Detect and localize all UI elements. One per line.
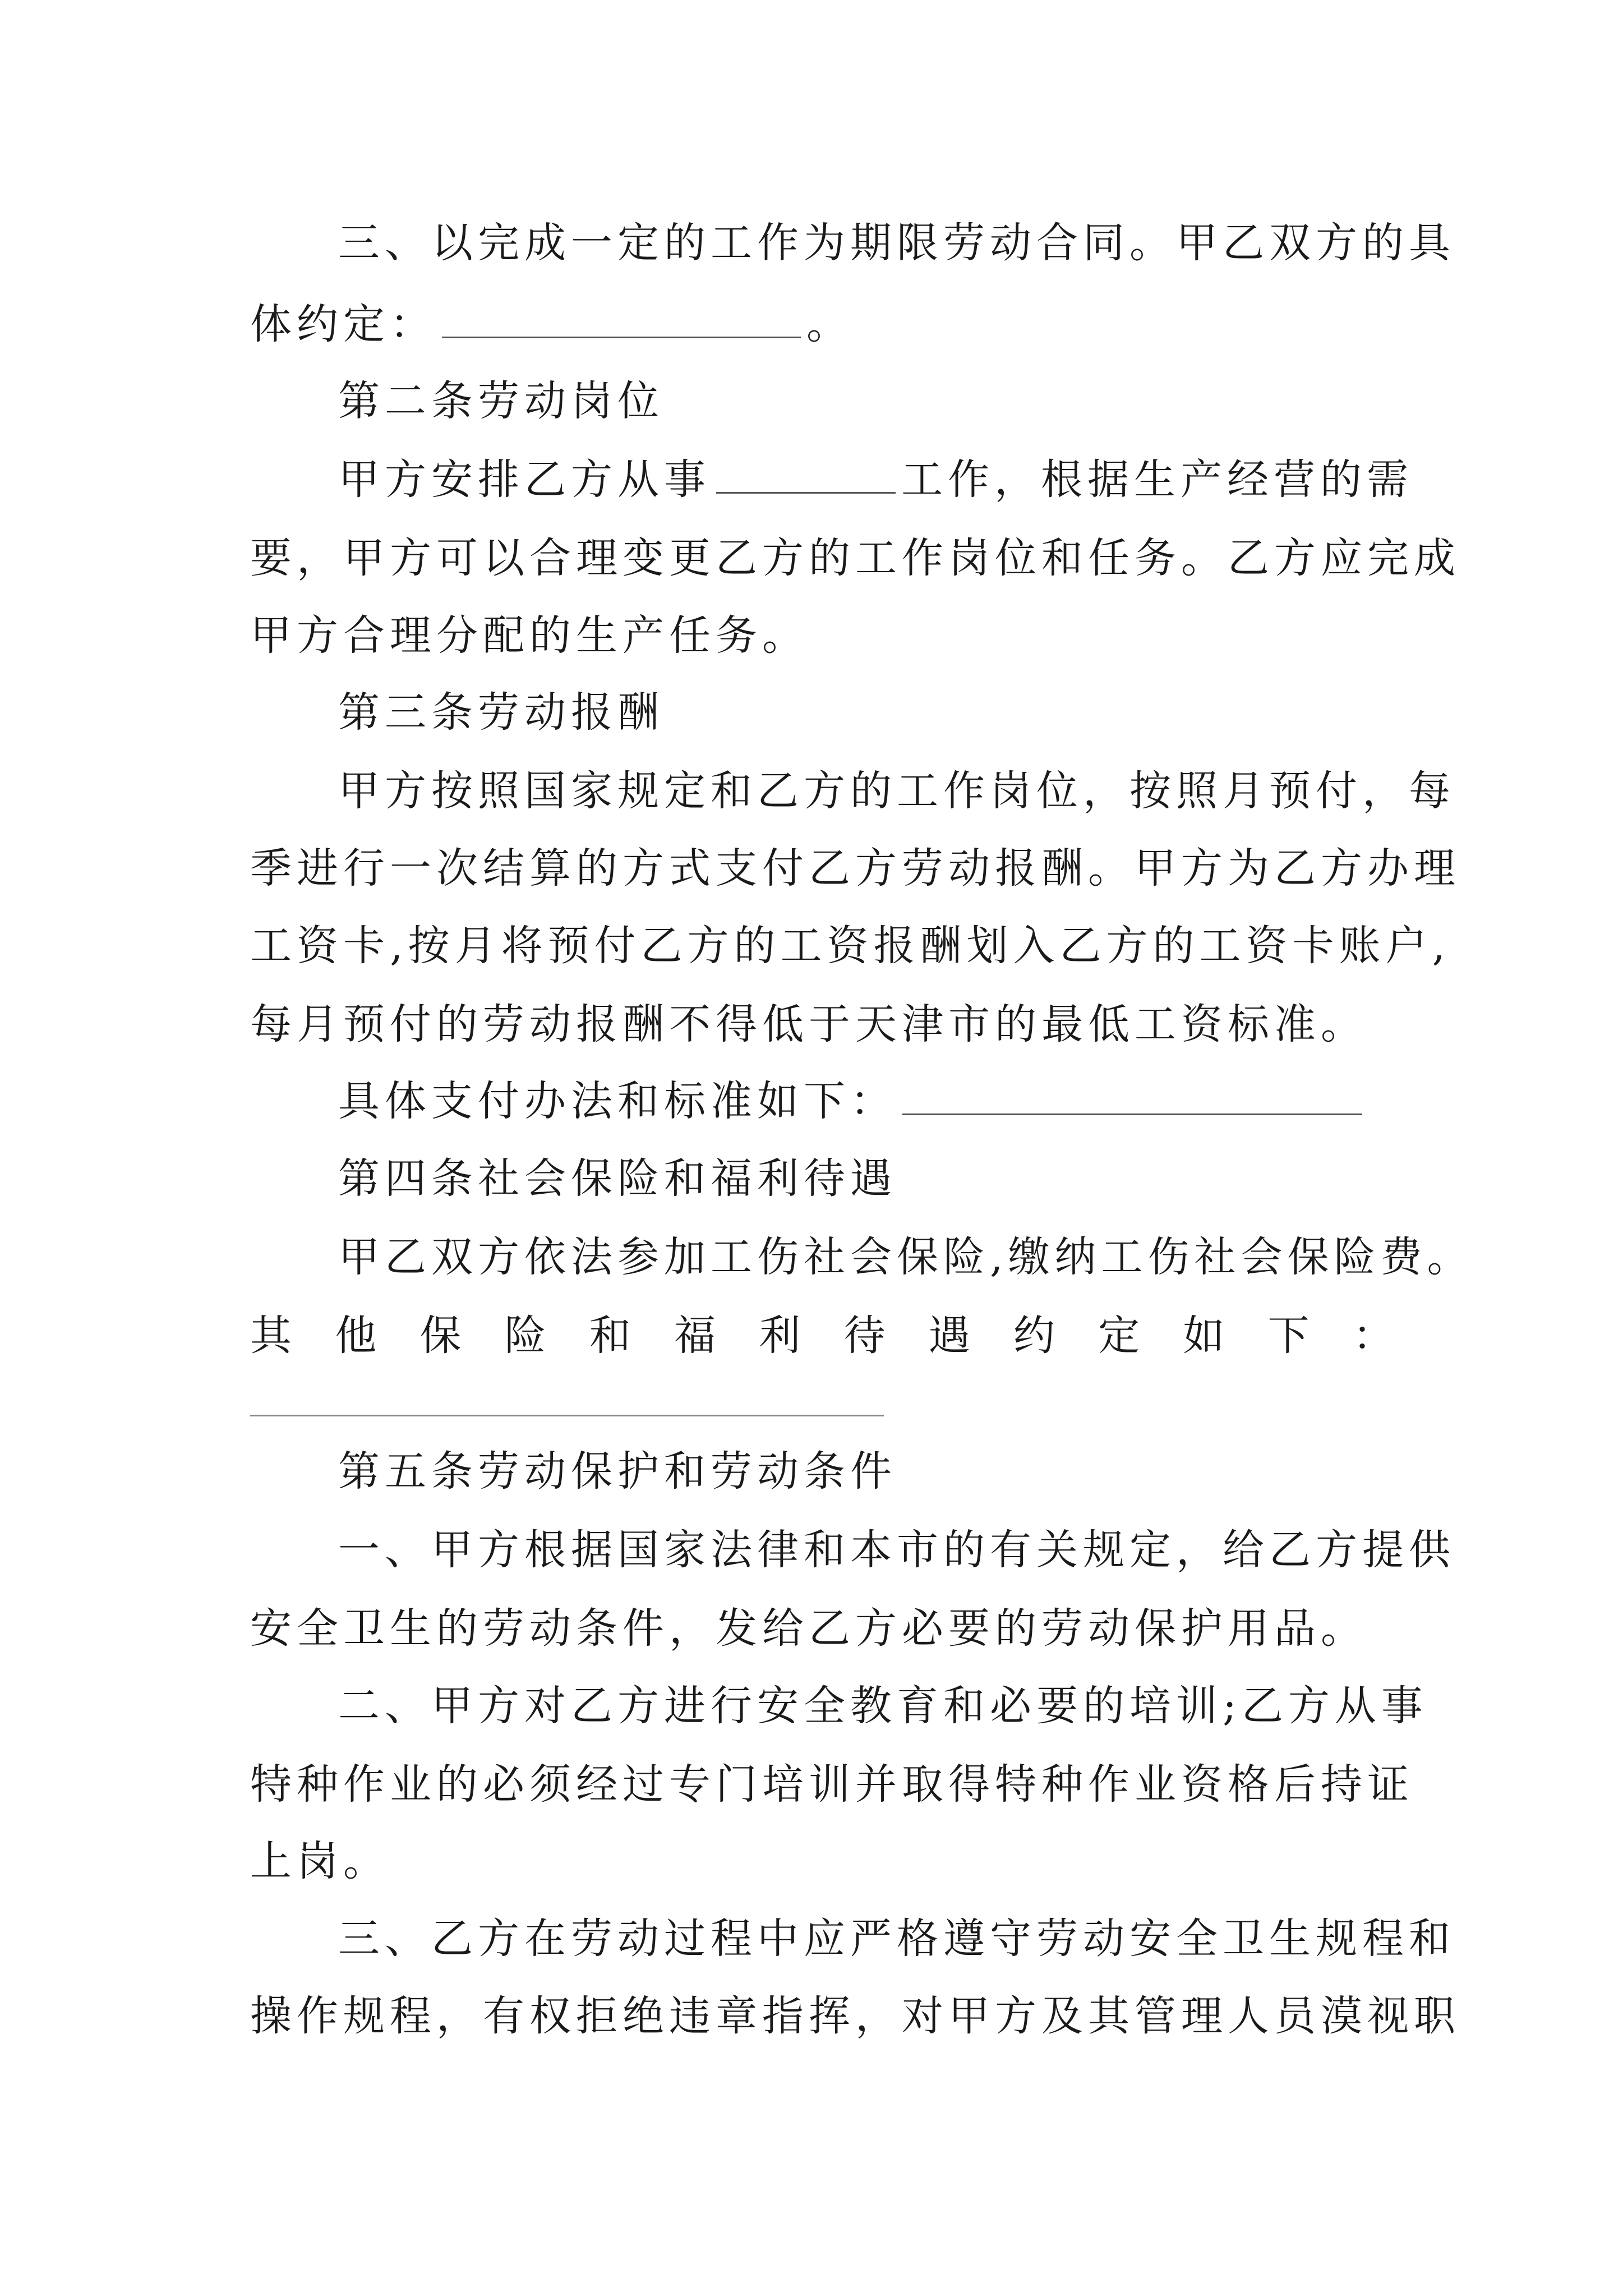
paragraph-line: 甲方安排乙方从事 工作，根据生产经营的需 <box>338 453 1394 507</box>
paragraph-line: 甲方按照国家规定和乙方的工作岗位，按照月预付，每 <box>338 767 1455 815</box>
paragraph-line: 工资卡,按月将预付乙方的工资报酬划入乙方的工资卡账户, <box>250 922 1451 970</box>
paragraph-line: 甲乙双方依法参加工伤社会保险,缴纳工伤社会保险费。 <box>338 1233 1474 1281</box>
paragraph-line: 体约定： 。 <box>250 297 1394 351</box>
fill-blank <box>716 453 896 494</box>
paragraph-line: 甲方合理分配的生产任务。 <box>250 611 809 660</box>
paragraph-line: 安全卫生的劳动条件，发给乙方必要的劳动保护用品。 <box>250 1604 1367 1653</box>
paragraph-line: 上岗。 <box>250 1837 390 1885</box>
paragraph-line: 三、乙方在劳动过程中应严格遵守劳动安全卫生规程和 <box>338 1915 1455 1963</box>
paragraph-line: 要，甲方可以合理变更乙方的工作岗位和任务。乙方应完成 <box>250 534 1460 582</box>
paragraph-line: 具体支付办法和标准如下： <box>338 1074 1394 1128</box>
paragraph-line: 季进行一次结算的方式支付乙方劳动报酬。甲方为乙方办理 <box>250 844 1460 892</box>
section-heading: 第二条劳动岗位 <box>338 377 664 425</box>
paragraph-line-justified: 其 他 保 险 和 福 利 待 遇 约 定 如 下 ： <box>250 1312 1394 1360</box>
paragraph-line: 操作规程，有权拒绝违章指挥，对甲方及其管理人员漠视职 <box>250 1992 1460 2040</box>
paragraph-line: 特种作业的必须经过专门培训并取得特种作业资格后持证 <box>250 1760 1414 1809</box>
paragraph-line: 二、甲方对乙方进行安全教育和必要的培训;乙方从事 <box>338 1682 1428 1730</box>
paragraph-line: 一、甲方根据国家法律和本市的有关规定，给乙方提供 <box>338 1526 1455 1574</box>
paragraph-line: 每月预付的劳动报酬不得低于天津市的最低工资标准。 <box>250 1000 1367 1048</box>
fill-blank <box>902 1074 1362 1115</box>
section-heading: 第三条劳动报酬 <box>338 688 664 737</box>
paragraph-line: 三、以完成一定的工作为期限劳动合同。甲乙双方的具 <box>338 219 1455 267</box>
fill-blank-line <box>250 1415 884 1416</box>
section-heading: 第四条社会保险和福利待遇 <box>338 1154 897 1203</box>
fill-blank <box>442 297 801 338</box>
section-heading: 第五条劳动保护和劳动条件 <box>338 1447 897 1496</box>
